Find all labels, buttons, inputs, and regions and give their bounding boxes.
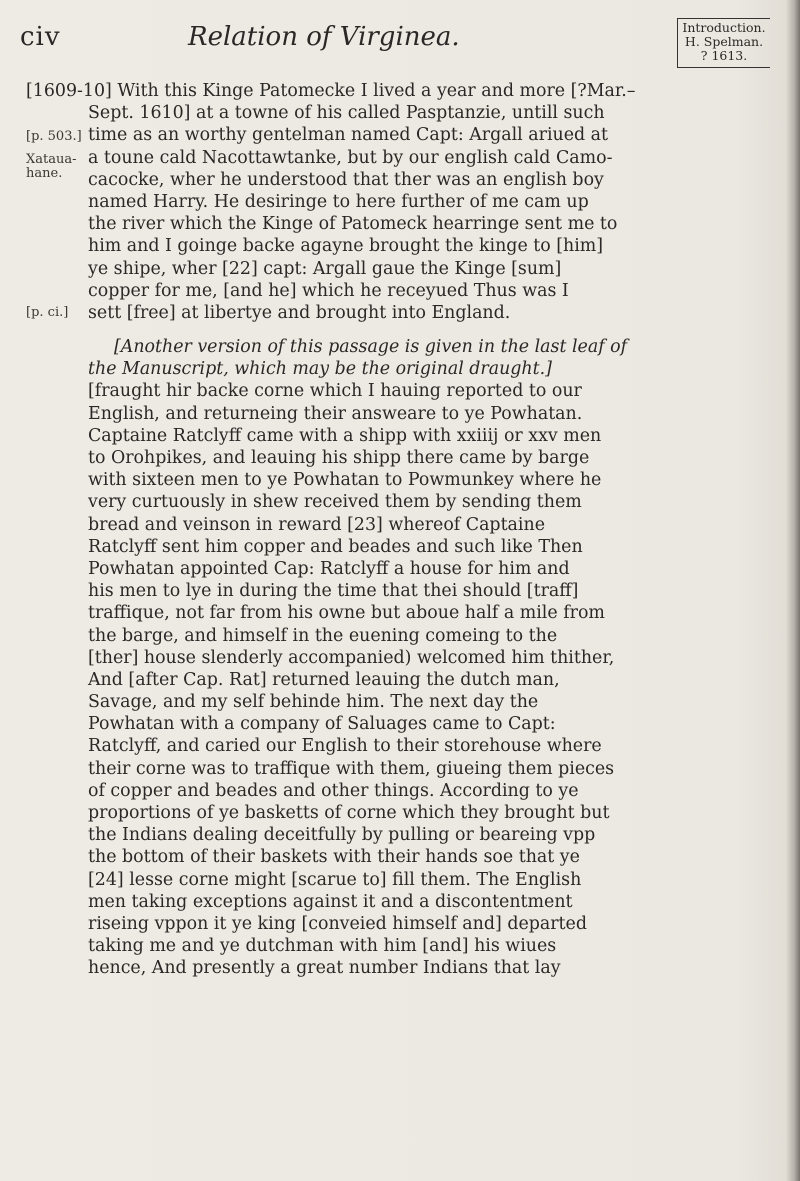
text-line: English, and returneing their answeare to ye Powhatan. bbox=[88, 403, 583, 424]
running-title: Relation of Virginea. bbox=[188, 22, 460, 52]
text-line: Ratclyff, and caried our English to their storehouse where bbox=[88, 736, 602, 757]
text-line: proportions of ye basketts of corne which they brought but bbox=[88, 803, 610, 823]
margin-note-place-1: Xataua- bbox=[26, 152, 77, 167]
text-line: Savage, and my self behinde him. The next day the bbox=[88, 692, 539, 713]
text-line: bread and veinson in reward [23] whereof Captaine bbox=[88, 514, 545, 535]
text-line: a toune cald Nacottawtanke, but by our english cald Camo- bbox=[88, 147, 613, 168]
source-bracket bbox=[677, 18, 770, 68]
text-line: Powhatan appointed Cap: Ratclyff a house for him and bbox=[88, 558, 570, 579]
text-line: hence, And presently a great number Indians that lay bbox=[88, 958, 561, 979]
text-line: Captaine Ratclyff came with a shipp with xxiiij or xxv men bbox=[88, 425, 602, 446]
page-edge-shadow bbox=[786, 0, 800, 1181]
text-line: time as an worthy gentelman named Capt: Argall ariued at bbox=[88, 125, 609, 146]
text-line: Powhatan with a company of Saluages came to Capt: bbox=[88, 714, 556, 735]
text-line: the river which the Kinge of Patomeck hearringe sent me to bbox=[88, 214, 618, 235]
text-line: [1609-10] With this Kinge Patomecke I lived a year and more [?Mar.– bbox=[26, 81, 636, 101]
text-line: taking me and ye dutchman with him [and] his wiues bbox=[88, 936, 557, 957]
text-line: of copper and beades and other things. According to ye bbox=[88, 780, 579, 801]
page-header bbox=[20, 18, 780, 68]
text-line: their corne was to traffique with them, giueing them pieces bbox=[88, 758, 615, 779]
bracket-line-3: ? 1613. bbox=[700, 48, 748, 63]
text-line: cacocke, wher he understood that ther was an english boy bbox=[88, 169, 604, 190]
text-line: [fraught hir backe corne which I hauing reported to our bbox=[88, 381, 582, 402]
text-line: [ther] house slenderly accompanied) welcomed him thither, bbox=[88, 647, 615, 668]
page-number: civ bbox=[20, 22, 61, 52]
text-line: to Orohpikes, and leauing his shipp there came by barge bbox=[88, 448, 590, 468]
text-line: named Harry. He desiringe to here further of me cam up bbox=[88, 191, 589, 212]
text-line: Ratclyff sent him copper and beades and such like Then bbox=[88, 536, 583, 557]
text-line: And [after Cap. Rat] returned leauing the dutch man, bbox=[88, 669, 560, 690]
text-line: [24] lesse corne might [scarue to] fill them. The English bbox=[88, 869, 582, 890]
main-text bbox=[26, 80, 771, 980]
text-line: the Indians dealing deceitfully by pulling or beareing vpp bbox=[88, 825, 596, 846]
bracket-line-1: Introduction. bbox=[682, 20, 766, 35]
text-line: traffique, not far from his owne but aboue half a mile from bbox=[88, 603, 605, 624]
text-line: Sept. 1610] at a towne of his called Pasptanzie, untill such bbox=[88, 103, 605, 124]
text-line: ye shipe, wher [22] capt: Argall gaue the Kinge [sum] bbox=[88, 258, 562, 279]
text-line: copper for me, [and he] which he receyued Thus was I bbox=[88, 280, 569, 301]
margin-note-page-ref-2: [p. ci.] bbox=[26, 305, 69, 320]
margin-note-page-ref: [p. 503.] bbox=[26, 129, 82, 144]
text-line: sett [free] at libertye and brought into England. bbox=[88, 302, 511, 323]
text-line: very curtuously in shew received them by sending them bbox=[88, 492, 582, 513]
text-line: the bottom of their baskets with their hands soe that ye bbox=[88, 847, 580, 868]
bracket-line-2: H. Spelman. bbox=[684, 34, 764, 49]
margin-note-place-2: hane. bbox=[26, 166, 63, 181]
text-line: men taking exceptions against it and a discontentment bbox=[88, 891, 573, 912]
text-line: riseing vppon it ye king [conveied himself and] departed bbox=[88, 913, 587, 934]
text-line: his men to lye in during the time that thei should [traff] bbox=[88, 581, 579, 602]
text-line: the barge, and himself in the euening comeing to the bbox=[88, 625, 558, 646]
text-line: with sixteen men to ye Powhatan to Powmunkey where he bbox=[88, 470, 602, 491]
editorial-note-line: the Manuscript, which may be the original draught.] bbox=[88, 359, 552, 380]
editorial-note-line: [Another version of this passage is given in the last leaf of bbox=[114, 337, 628, 358]
text-line: him and I goinge backe agayne brought the kinge to [him] bbox=[88, 236, 604, 257]
